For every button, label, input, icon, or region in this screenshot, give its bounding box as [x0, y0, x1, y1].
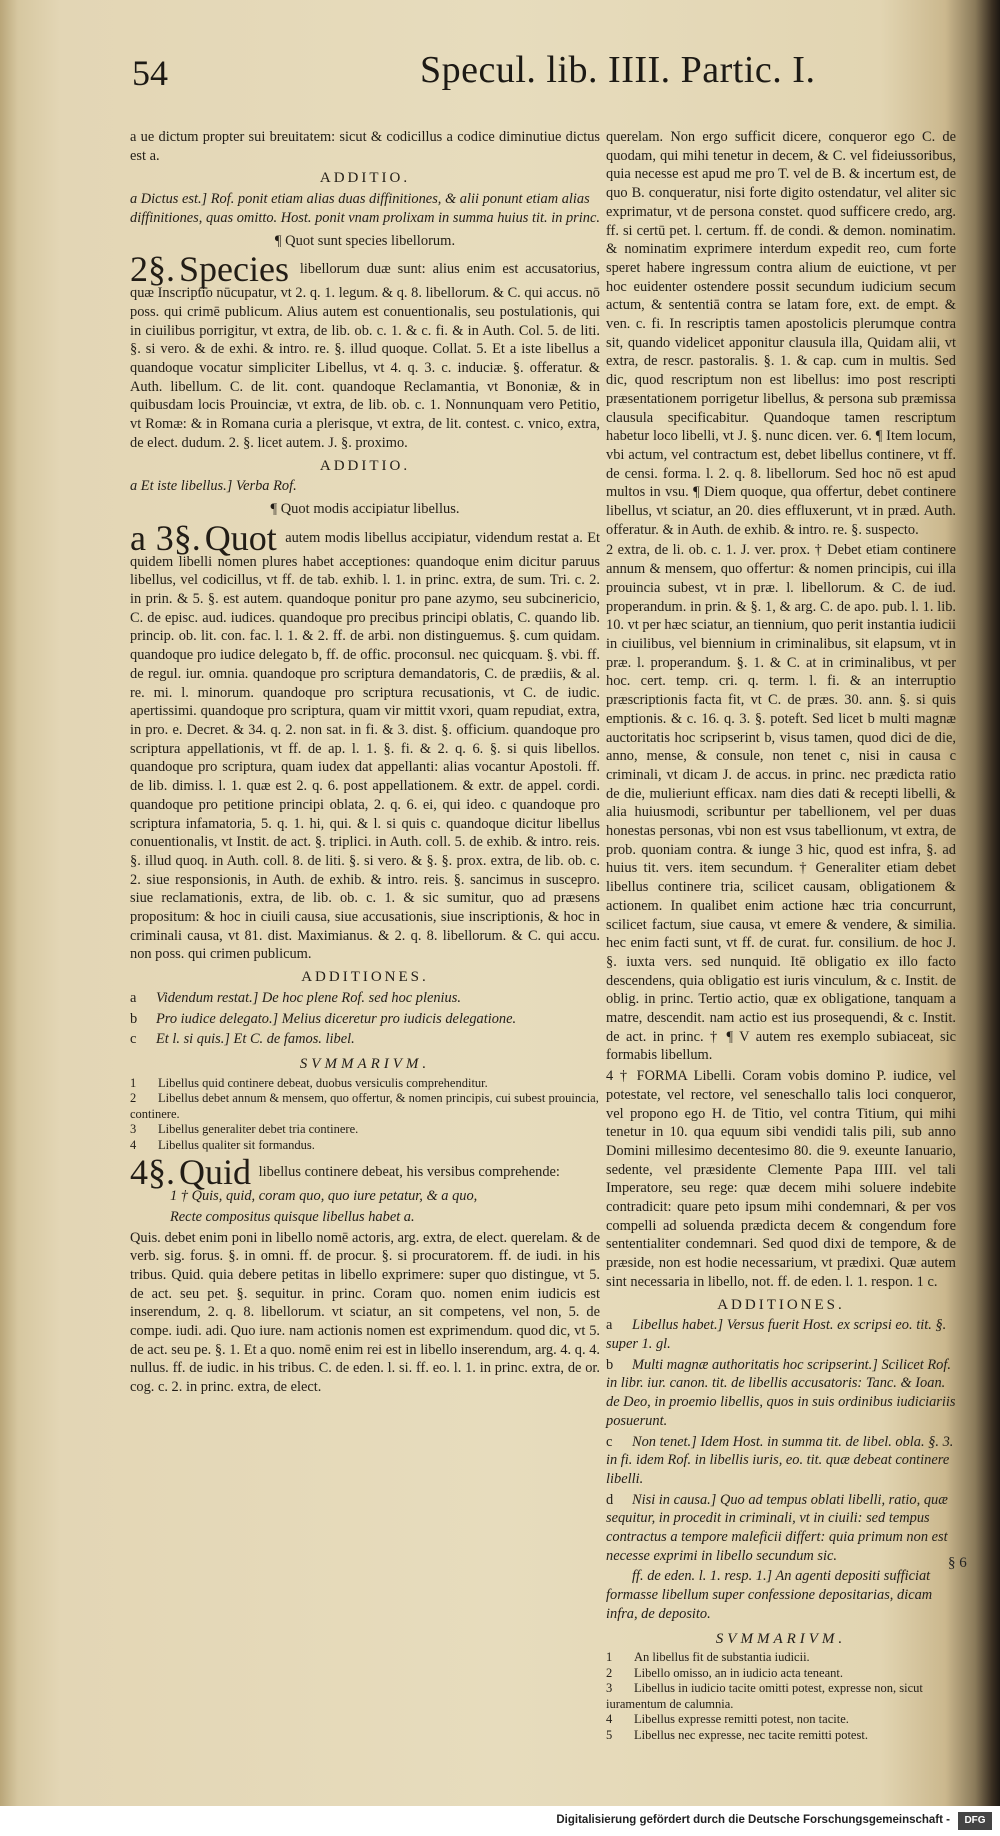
section-text: autem modis libellus accipiatur, videndum restat a. Et quidem libelli nomen plures habet acceptiones: quandoque enim dicitur paruus libellus, vel codicillus, vt ff. de tab. exhib. l. 1. in princ. extra, de sum. Tri. c. 2. in prin. & 5. §. est autem. quandoque ponitur pro pane azymo, seu subcinericio, C. de episc. aud. iudices. quandoque pro precibus principi oblatis, C. quando lib. princip. ob. lit. con. fac. l. 1. & 2. ff. de arbi. non distinguemus. §. cum quidam. quandoque pro iudice delegato b, ff. de offic. proconsul. nec quicquam. §. vbi. ff. de regul. iur. omnia. quandoque pro scriptura demandatoris, C. de prædiis, & al. re. mi. l. minorum. quandoque pro scriptura recusationis, vt C. de iudic. apertissimi. quandoque pro scriptura, quam vir mittit vxori, quam repudiat, extra, in pro. e. Decret. & 34. q. 2. non sat. in fi. & 3. dist. §. officium. quandoque pro scriptura appellationis, vt ff. de ap. l. 1. §. fi. & 2. q. 6. §. si quis libellos. quandoque pro scriptura, quam iudex dat appellanti: alias vocantur Apostoli. ff. de lib. dimiss. l. 1. quæ est 2. q. 6. post appellationem. & extr. de appel. cordi. quandoque pro petitione principi oblata, 2. q. 6. ei, qui ideo. c quandoque pro scriptura infamatoria, 5. q. 1. hi, qui. & l. si quis c. quandoque dicitur libellus conuentionalis, vt Instit. de act. §. triplici. in Auth. coll. 5. de exhib. & intro. reis. §. illud quoq. in Auth. coll. 8. de liti. §. si vero. & §. §. prox. extra, de lib. ob. c. 2. siue responsionis, in Auth. de exhib. & intro. reis. §. sancimus in suscepro. siue reclamationis, extra, de lib. ob. c. 1. & sic sumitur, quo ad præsens propositum: & hoc in ciuili causa, siue accusationis, siue inscriptionis, & hoc in criminali causa, vt 81. dist. Maximianus. & 2. q. 8. libellorum. & C. qui accu. non poss. qui crimen publicum. [130, 529, 600, 963]
summarium-text: Libello omisso, an in iudicio acta teneant. [634, 1665, 843, 1680]
page-number: 54 [132, 53, 168, 93]
summarium-text: An libellus fit de substantia iudicii. [634, 1650, 810, 1665]
note-mark: b [130, 1010, 138, 1027]
summarium-heading: SVMMARIVM. [715, 1630, 847, 1647]
addition-note [606, 1316, 956, 1353]
section-2 [130, 249, 600, 452]
note-mark: a [130, 989, 137, 1006]
additiones-heading: ADDITIONES. [717, 1296, 845, 1313]
summarium-number: 4 [130, 1137, 137, 1152]
note-text: Videndum restat.] De hoc plene Rof. sed hoc plenius. [156, 989, 461, 1006]
section-text: libellorum duæ sunt: alius enim est accusatorius, quæ Inscriptio nūcupatur, vt 2. q. 1. legum. & q. 8. libellorum. & C. qui accus. nō poss. qui crimē publicum. Alius autem est conuentionalis, seu postulationis, qui in ciuilibus porrigitur, vt extra, de lib. ob. c. 1. & c. fi. & in Auth. Col. 5. de liti. §. si vero. & de exhi. & intro. re. §. illud quoque. Collat. 5. Et a iste libellus a quandoque vocatur simpliciter Libellus, vt 4. q. 3. c. induciæ. §. offeratur. & Auth. libellum. C. de lit. cont. quandoque Reclamantia, vt Bononiæ, & in quibusdam locis Prouinciæ, vt extra, de lib. ob. c. 1. Nonnunquam vero Petitio, vt Romæ: & in Romana curia a plerisque, vt extra, de lit. contest. c. vnico, extra, de elect. dudum. 2. §. licet autem. J. §. proximo. [130, 261, 600, 451]
right-body-3: 4 † FORMA Libelli. Coram vobis domino P. iudice, vel potestate, vel rectore, vel seneschallo talis loci conqueror, vel propono ego H. de Titio, vel contra Titium, qui mihi tenetur in 10. qua equum sibi vendidi talis pili, sub anno Domini millesimo decentesimo 80. die 9. exeunte Ianuario, sedente, vel præsidente Clemente Papa IIII. vel tali Imperatore, seu rege: quæ decem mihi soluere indebite contradicit: quare peto ipsum mihi condemnari, & per vos compelli ad soluenda prædicta decem & congendum fore sententialiter condemnari. Sed quod dixi de tempore, & de præside, non est hodie necessarium, vt prædixi. Quæ autem sint necessaria in libello, not. ff. de eden. l. 1. respon. 1 c. [606, 1068, 956, 1290]
addition-heading: ADDITIO. [319, 170, 411, 187]
section-number: 2§. [130, 249, 175, 290]
question-heading: ¶ Quot modis accipiatur libellus. [270, 500, 460, 517]
section-initial-word: Quid [179, 1152, 251, 1193]
left-column [130, 128, 600, 1399]
footer-credit: Digitalisierung gefördert durch die Deutsche Forschungsgemeinschaft - [556, 1814, 950, 1826]
summarium-item [606, 1666, 956, 1682]
question-heading: ¶ Quot sunt species libellorum. [274, 232, 456, 249]
summarium-number: 1 [606, 1650, 613, 1665]
addition-note [606, 1491, 956, 1566]
right-column [606, 128, 956, 1743]
summarium-text: Libellus qualiter sit formandus. [158, 1137, 315, 1152]
note-text: Libellus habet.] Versus fuerit Host. ex scripsi eo. tit. §. super 1. gl. [606, 1317, 947, 1352]
section-4-body: Quis. debet enim poni in libello nomē actoris, arg. extra, de elect. querelam. & de verb. sig. forus. §. in omni. ff. de procur. §. si procuratorem. ff. de iudi. in his tribus. Quid. quia debere petitas in libello exprimere: super quo distingue, vt 5. de act. seu pet. §. sequitur. in princ. Coram quo. nomen enim iudicis est inserendum, 2. q. 8. libellorum. vt sciatur, an sit competens, vel non, 5. de compe. iudi. adi. Quo iure. nam actionis nomen est exprimendum. quod dic, vt 5. de act. seu pe. §. 1. Et a quo. nomē enim rei est in libello inserendum, arg. 4. q. 4. nullus. ff. de iudic. in his tribus. C. de eden. l. si. ff. eo. l. 1. in princ. extra, de or. cog. c. 2. in princ. extra, de elect. [130, 1229, 600, 1396]
summarium-item [130, 1076, 600, 1092]
note-text: Non tenet.] Idem Host. in summa tit. de libel. obla. §. 3. in fi. idem Rof. in libellis iuris, eo. tit. quæ debeat continere libelli. [606, 1433, 954, 1487]
note-text: Pro iudice delegato.] Melius diceretur pro iudicis delegatione. [156, 1010, 517, 1027]
summarium-text: Libellus nec expresse, nec tacite remitti potest. [634, 1727, 868, 1742]
summarium-heading: SVMMARIVM. [299, 1055, 431, 1072]
summarium-item [130, 1138, 600, 1154]
summarium-number: 4 [606, 1712, 613, 1727]
addition-note [130, 1030, 600, 1049]
section-3 [130, 517, 600, 964]
summarium-item [130, 1091, 600, 1122]
note-text: ff. de eden. l. 1. resp. 1.] An agenti depositi sufficiat formasse libellum super confessione depositarias, dicam infra, de deposito. [606, 1568, 933, 1622]
left-top-text: a ue dictum propter sui breuitatem: sicut & codicillus a codice diminutiue dictus est a. [130, 129, 600, 164]
summarium-text: Libellus generaliter debet tria continere. [158, 1122, 359, 1137]
running-title: Specul. lib. IIII. Partic. I. [420, 49, 816, 91]
note-text: Nisi in causa.] Quo ad tempus oblati libelli, ratio, quæ sequitur, in procedit in criminali, vt in ciuili: sed tempus contractus a tempore maleficii differt: quia primum non est necesse exprimi in libello secundum sic. [606, 1491, 948, 1564]
section-number: 4§. [130, 1152, 175, 1193]
note-mark: c [130, 1031, 137, 1048]
footer-bar [0, 1806, 1000, 1836]
summarium-text: Libellus expresse remitti potest, non tacite. [634, 1712, 849, 1727]
note-mark: c [606, 1433, 613, 1450]
summarium-number: 3 [606, 1681, 613, 1696]
note-text: Et l. si quis.] Et C. de famos. libel. [156, 1031, 355, 1048]
summarium-item [130, 1122, 600, 1138]
section-initial-word: Species [179, 249, 289, 290]
section-initial-word: Quot [204, 517, 277, 558]
note-text: Multi magnæ authoritatis hoc scripserint.] Scilicet Rof. in libr. iur. canon. tit. de libellis accusatoris: Tanc. & Ioan. de Deo, in proemio libellis, quos in suis ordinibus iudiciariis posuerunt. [606, 1356, 956, 1429]
section-text: libellus continere debeat, his versibus comprehende: [258, 1164, 560, 1181]
summarium-item [606, 1728, 956, 1744]
addition-note [606, 1356, 956, 1431]
summarium-number: 2 [130, 1091, 137, 1106]
summarium-item [606, 1712, 956, 1728]
addition-note: a Et iste libellus.] Verba Rof. [130, 478, 297, 495]
section-4 [130, 1152, 600, 1193]
right-body-2: 2 extra, de li. ob. c. 1. J. ver. prox. † Debet etiam continere annum & mensem, quo offertur: & nomen principis, cui illa prouincia subest, vt in præ. l. libellorum. & C. de iud. properandum. in prin. & §. 1, & arg. C. de apo. pub. l. 1. lib. 10. vt per hæc sciatur, an tiennium, quo perit instantia iudicii in ciuilibus, vel biennium in criminalibus, sit elapsum, vt in præ. l. properandum. §. 1. & C. at in criminalibus, vt per hoc. cert. temp. cri. q. term. l. fi. & an interruptio præscriptionis facta fit, vt C. de præs. 30. ann. §. si quis emptionis. & c. 16. q. 3. §. poteft. Sed licet b multi magnæ auctoritatis hoc scripserint b, visus tamen, quod dici de die, anno, mense, & consule, non tenet c, nisi in causa c criminali, vt dicam J. de accus. in princ. nec prædicta ratio de die, mulieriunt efficax. nam dies dati & recepti libelli, & alia huiusmodi, scribuntur per tabellionem, vel per duas honestas personas, vbi non est vsus tabellionum, vt extra, de prob. quoniam contra. & iunge 3 hic, quod est infra, §. ad huius tit. vers. item secundum. † Generaliter etiam debet libellus continere tria, scilicet causam, obligationem & actionem. In qualibet enim actione hæc tria concurrunt, scilicet factum, siue causa, vt emere & vendere, & similia. hec enim facti sunt, vt ff. de curat. fur. consilium. de hoc J. §. iuxta vers. sed nunquid. Itē obligatio ex illo facto descendens, quia obligatio est iuris vinculum, & c. Instit. de oblig. in princ. Tertio actio, quæ ex obligatione, tanquam a matre, descendit. nam actio est ius prosequendi, & c. Instit. de act. in princ. † ¶ V autem res exemplo subiaceat, sic formabis libellum. [606, 542, 956, 1064]
summarium-number: 2 [606, 1665, 613, 1680]
addition-note [130, 1010, 600, 1029]
summarium-item [606, 1681, 956, 1712]
summarium-text: Libellus quid continere debeat, duobus versiculis comprehenditur. [158, 1075, 488, 1090]
verse-line: 1 † Quis, quid, coram quo, quo iure petatur, & a quo, [170, 1188, 478, 1205]
catchword: § 6 [948, 1555, 967, 1571]
verse-line: Recte compositus quisque libellus habet a. [170, 1208, 415, 1225]
note-mark: b [606, 1356, 614, 1373]
addition-note: a Dictus est.] Rof. ponit etiam alias duas diffinitiones, & alii ponunt etiam alias diffinitiones, quas omitto. Host. ponit vnam prolixam in summa huius tit. in princ. [130, 191, 600, 226]
addition-note [606, 1567, 956, 1623]
dfg-logo-icon: DFG [958, 1812, 992, 1830]
right-body-1: querelam. Non ergo sufficit dicere, conqueror ego C. de quodam, qui mihi tenetur in decem, & C. vel fideiussoribus, quia necesse est apud me pro T. vel de B. & incertum est, de quo B. conqueratur, nisi forte digito ostendatur, vel aliter sic exprimatur, vt de persona constet. quod sufficere credo, arg. ff. si certū pet. l. certum. ff. de condi. & demon. nominatim. & nominatim exprimere interdum expedit reo, cum forte speret habere ingressum contra alium de euictione, vt per hoc euidenter ostendere possit secundum iudicium secum actum, & sententiā contra se latam fore, ext. de empt. & ven. c. fi. In rescriptis tamen apostolicis plerumque contra sit, quando videlicet apponitur clausula illa, Quidam alii, vt extra, de rescr. pastoralis. §. 1. & cap. cum in multis. Sed dic, quod rescriptum non est libellus: imo post rescripti præsentationem porrigetur libellus, & persona sub præmissa clausula specificabitur. Quandoque tamen rescriptum habetur loco libelli, vt J. §. nunc dicen. ver. 6. ¶ Item locum, vbi actum, vel contractum est, debet libellus continere, vt ff. de censi. forma. l. 2. q. 8. libellorum. Sed hoc nō est apud multos in vsu. ¶ Diem quoque, qua offertur, debet continere libellus, vt sciatur, an 20. dies effluxerunt, vt in præd. Auth. offeratur. & in Auth. de exhib. & intro. re. §. suspecto. [606, 129, 956, 538]
section-number: a 3§. [130, 517, 201, 558]
additiones-heading: ADDITIONES. [301, 969, 429, 986]
summarium-number: 3 [130, 1122, 137, 1137]
addition-note [606, 1433, 956, 1489]
summarium-item [606, 1650, 956, 1666]
summarium-text: Libellus debet annum & mensem, quo offertur, & nomen principis, cui subest prouincia, continere. [130, 1091, 599, 1121]
note-mark: a [606, 1317, 613, 1334]
summarium-number: 1 [130, 1075, 137, 1090]
note-mark: d [606, 1491, 614, 1508]
summarium-text: Libellus in iudicio tacite omitti potest, expresse non, sicut iuramentum de calumnia. [606, 1681, 923, 1711]
addition-heading: ADDITIO. [319, 457, 411, 474]
summarium-number: 5 [606, 1727, 613, 1742]
addition-note [130, 989, 600, 1008]
